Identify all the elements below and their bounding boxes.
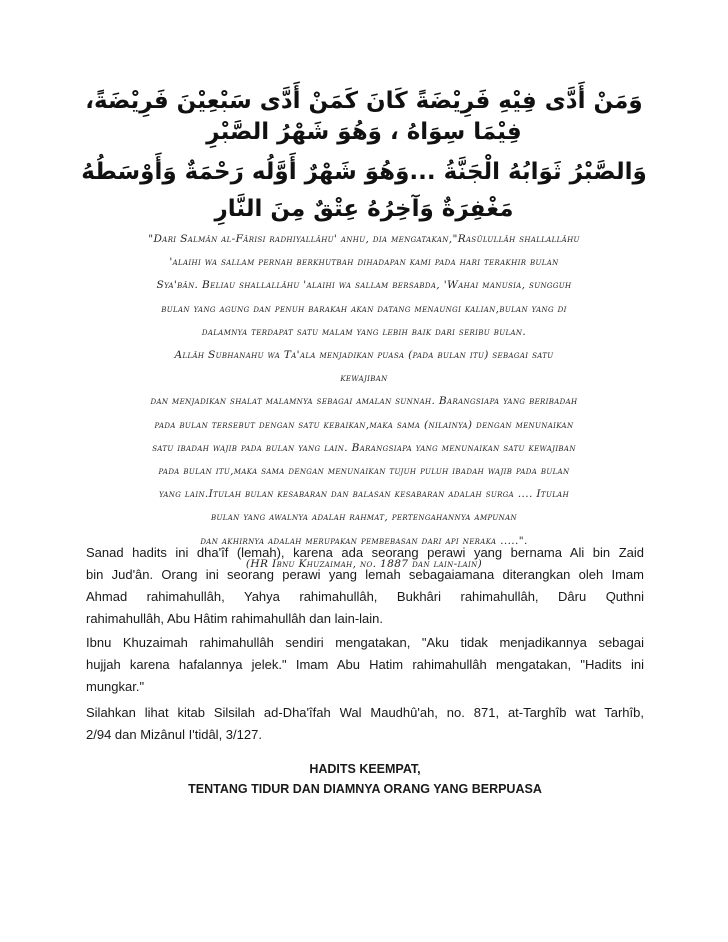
translation-line: dan menjadikan shalat malamnya sebagai amalan sunnah. Barangsiapa yang beribadah — [150, 395, 578, 408]
translation-line: dan akhirnya adalah merupakan pembebasan dari api neraka .....". — [200, 534, 528, 547]
arabic-text-line-4: مَغْفِرَةٌ وَآخِرُهُ عِتْقٌ مِنَ النَّارِ — [214, 196, 514, 222]
translation-line: satu ibadah wajib pada bulan yang lain. Barangsiapa yang menunaikan satu kewajiban — [152, 441, 576, 454]
translation-line: Sya'bân. Beliau shallallâhu 'alaihi wa sallam bersabda, 'Wahai manusia, sungguh — [156, 279, 572, 292]
paragraph-line: mungkar." — [86, 679, 145, 694]
translation-line: bulan yang agung dan penuh barakah akan datang menaungi kalian,bulan yang di — [161, 302, 567, 315]
paragraph-ibnu-khuzaimah — [86, 632, 644, 698]
paragraph-line: 2/94 dan Mizânul I'tidâl, 3/127. — [86, 727, 262, 742]
hadith-translation — [82, 228, 646, 576]
arabic-text-line-2: فِيْمَا سِوَاهُ ، وَهُوَ شَهْرُ الصَّبْرِ — [206, 119, 522, 145]
translation-line: dalamnya terdapat satu malam yang lebih baik dari seribu bulan. — [201, 325, 527, 338]
translation-line: bulan yang awalnya adalah rahmat, pertengahannya ampunan — [210, 511, 518, 524]
translation-line: 'alaihi wa sallam pernah berkhutbah dihadapan kami pada hari terakhir bulan — [169, 256, 559, 269]
translation-citation: (HR Ibnu Khuzaimah, no. 1887 dan lain-lain) — [245, 557, 483, 570]
translation-line: pada bulan tersebut dengan satu kebaikan,maka sama (nilainya) dengan menunaikan — [154, 418, 574, 431]
section-heading-number: HADITS KEEMPAT, — [309, 762, 421, 776]
paragraph-line: Silahkan lihat kitab Silsilah ad-Dha'îfah Wal Maudhû'ah, no. 871, at-Targhîb wat Tarhîb, — [86, 705, 644, 720]
translation-line: kewajiban — [340, 372, 388, 385]
paragraph-line: rahimahullâh, Abu Hâtim rahimahullâh dan lain-lain. — [86, 611, 384, 626]
paragraph-line: bin Jud'ân. Orang ini seorang perawi yang lemah sebagaiamana diterangkan oleh Imam — [86, 567, 644, 582]
translation-line: "Dari Salmân al-Fârisi radhiyallâhu' anhu, dia mengatakan,"Rasûlullâh shallallâhu — [148, 233, 580, 245]
translation-line: yang lain.Itulah bulan kesabaran dan balasan kesabaran adalah surga .... Itulah — [158, 488, 570, 501]
translation-line: pada bulan itu,maka sama dengan menunaikan tujuh puluh ibadah wajib pada bulan — [158, 465, 570, 478]
arabic-text-line-1: وَمَنْ أَدَّى فِيْهِ فَرِيْضَةً كَانَ كَمَنْ أَدَّى سَبْعِيْنَ فَرِيْضَةً، — [85, 88, 643, 114]
translation-line: Allâh Subhanahu wa Ta'ala menjadikan puasa (pada bulan itu) sebagai satu — [174, 349, 554, 362]
paragraph-line: Ahmad rahimahullâh, Yahya rahimahullâh, Bukhâri rahimahullâh, Dâru Quthni — [86, 589, 644, 604]
arabic-text-line-3: وَالصَّبْرُ ثَوَابُهُ الْجَنَّةُ ...وَهُوَ شَهْرٌ أَوَّلُه رَحْمَةٌ وَأَوْسَطُهُ — [81, 159, 647, 185]
paragraph-line: Ibnu Khuzaimah rahimahullâh sendiri mengatakan, "Aku tidak menjadikannya sebagai — [86, 635, 644, 650]
paragraph-line: Sanad hadits ini dha'îf (lemah), karena ada seorang perawi yang bernama Ali bin Zaid — [86, 545, 644, 560]
paragraph-sanad — [86, 542, 644, 630]
paragraph-line: hujjah karena hafalannya jelek." Imam Abu Hatim rahimahullâh mengatakan, "Hadits ini — [86, 657, 644, 672]
section-heading-title: TENTANG TIDUR DAN DIAMNYA ORANG YANG BERPUASA — [188, 782, 542, 796]
paragraph-references — [86, 702, 644, 746]
